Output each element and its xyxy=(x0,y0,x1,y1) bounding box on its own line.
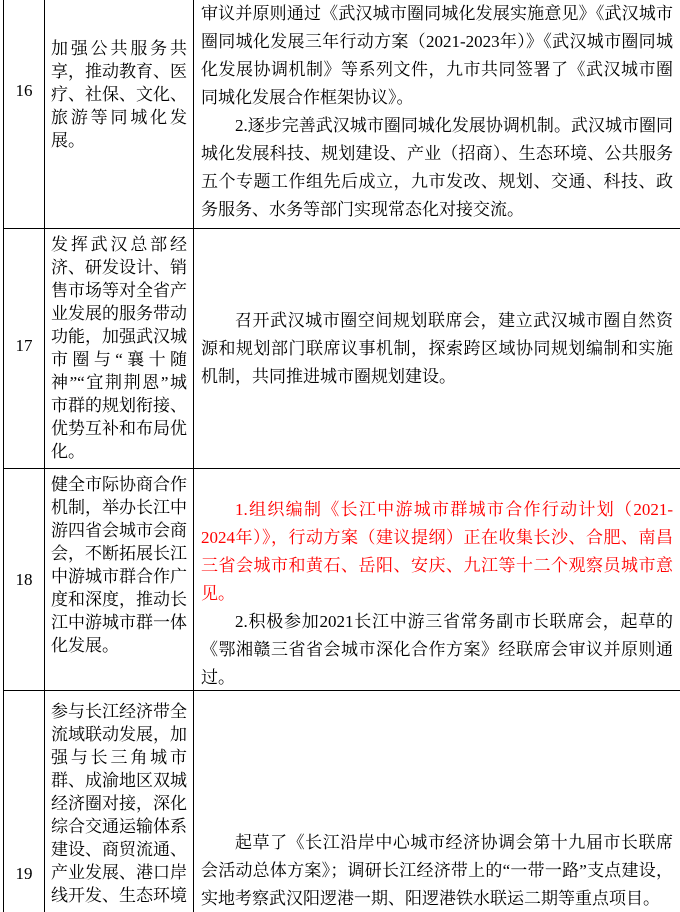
table-row-18 xyxy=(4,469,680,691)
progress-paragraph: 审议并原则通过《武汉城市圈同城化发展实施意见》《武汉城市圈同城化发展三年行动方案（2021-2023年）》《武汉城市圈同城化发展协调机制》等系列文件，九市共同签署了《武汉城市圈同城化发展合作框架协议》。 xyxy=(201,4,673,107)
table-row-16 xyxy=(4,0,680,229)
task-text: 参与长江经济带全流域联动发展，加强与长三角城市群、成渝地区双城经济圈对接，深化综合交通运输体系建设、商贸流通、产业发展、港口岸线开发、生态环境 xyxy=(51,702,187,905)
progress-paragraph: 起草了《长江沿岸中心城市经济协调会第十九届市长联席会活动总体方案》；调研长江经济带上的“一带一路”支点建设，实地考察武汉阳逻港一期、阳逻港铁水联运二期等重点项目。 xyxy=(201,833,673,908)
table-row-19 xyxy=(4,691,680,912)
task-cell xyxy=(45,691,194,912)
task-text: 发挥武汉总部经济、研发设计、销售市场等对全省产业发展的服务带动功能，加强武汉城市圈与“襄十随神”“宜荆荆恩”城市群的规划衔接、优势互补和布局优化。 xyxy=(51,235,187,461)
progress-cell xyxy=(194,229,680,468)
row-number: 18 xyxy=(15,570,33,589)
task-cell xyxy=(45,0,194,228)
progress-table xyxy=(3,0,680,912)
progress-paragraph-highlighted: 1.组织编制《长江中游城市群城市合作行动计划（2021-2024年）》，行动方案（建议提纲）正在收集长沙、合肥、南昌三省会城市和黄石、岳阳、安庆、九江等十二个观察员城市意见。 xyxy=(201,500,673,603)
progress-cell xyxy=(194,469,680,690)
row-number: 19 xyxy=(15,864,33,883)
row-number-cell xyxy=(4,691,45,912)
row-number: 16 xyxy=(15,81,33,100)
task-text: 加强公共服务共享，推动教育、医疗、社保、文化、旅游等同城化发展。 xyxy=(51,39,187,150)
progress-cell xyxy=(194,691,680,912)
row-number-cell xyxy=(4,0,45,228)
task-text: 健全市际协商合作机制，举办长江中游四省会城市会商会，不断拓展长江中游城市群合作广度和深度，推动长江中游城市群一体化发展。 xyxy=(51,475,187,655)
progress-cell xyxy=(194,0,680,228)
row-number-cell xyxy=(4,229,45,468)
progress-paragraph: 召开武汉城市圈空间规划联席会，建立武汉城市圈自然资源和规划部门联席议事机制，探索跨区域协同规划编制和实施机制，共同推进城市圈规划建设。 xyxy=(201,311,673,386)
task-cell xyxy=(45,229,194,468)
progress-paragraph: 2.逐步完善武汉城市圈同城化发展协调机制。武汉城市圈同城化发展科技、规划建设、产业（招商）、生态环境、公共服务五个专题工作组先后成立，九市发改、规划、交通、科技、政务服务、水务等部门实现常态化对接交流。 xyxy=(201,116,673,219)
row-number-cell xyxy=(4,469,45,690)
task-cell xyxy=(45,469,194,690)
table-row-17 xyxy=(4,229,680,469)
progress-paragraph: 2.积极参加2021长江中游三省常务副市长联席会，起草的《鄂湘赣三省省会城市深化合作方案》经联席会审议并原则通过。 xyxy=(201,612,673,687)
row-number: 17 xyxy=(15,336,33,355)
